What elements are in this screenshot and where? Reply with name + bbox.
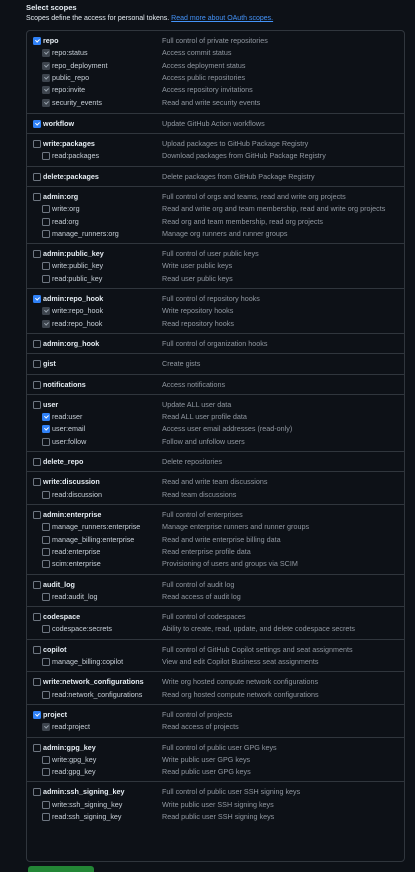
checkbox-read-discussion[interactable] — [42, 491, 50, 499]
scope-name[interactable]: admin:ssh_signing_key — [43, 787, 125, 797]
checkbox-user[interactable] — [33, 401, 41, 409]
subscope-row-security-events — [27, 97, 404, 109]
checkbox-manage-billing-enterprise[interactable] — [42, 536, 50, 544]
checkbox-admin-public-key[interactable] — [33, 250, 41, 258]
scope-description: Create gists — [162, 359, 201, 369]
scope-group-admin-org-hook — [27, 333, 404, 354]
scope-row-admin-org-hook — [27, 338, 404, 350]
scope-description: Read access of projects — [162, 722, 239, 732]
scope-group-admin-org — [27, 186, 404, 244]
scope-name[interactable]: read:project — [52, 722, 90, 732]
scope-name[interactable]: repo_deployment — [52, 60, 108, 70]
scope-name[interactable]: audit_log — [43, 579, 75, 589]
subscope-row-manage-runners-org — [27, 228, 404, 240]
scope-name[interactable]: read:repo_hook — [52, 318, 103, 328]
scope-description: Full control of enterprises — [162, 510, 243, 519]
scope-row-repo — [27, 35, 404, 47]
checkbox-admin-org-hook[interactable] — [33, 340, 41, 348]
scope-name[interactable]: write:public_key — [52, 261, 104, 271]
scopes-panel — [26, 30, 405, 862]
scope-name[interactable]: repo — [43, 36, 59, 45]
scope-description: Download packages from GitHub Package Registry — [162, 151, 326, 161]
subscope-row-read-ssh-signing-key — [27, 811, 404, 823]
checkbox-repo[interactable] — [33, 37, 41, 45]
scope-description: Access commit status — [162, 48, 232, 58]
scope-row-notifications — [27, 379, 404, 391]
checkbox-gist[interactable] — [33, 360, 41, 368]
scope-name[interactable]: read:ssh_signing_key — [52, 811, 122, 821]
checkbox-read-ssh-signing-key[interactable] — [42, 813, 50, 821]
subscope-row-write-ssh-signing-key — [27, 799, 404, 811]
scope-group-user — [27, 394, 404, 452]
scope-description: Full control of repository hooks — [162, 294, 260, 304]
subscope-row-write-public-key — [27, 260, 404, 272]
scope-row-admin-repo-hook — [27, 293, 404, 305]
scope-description: Read public user SSH signing keys — [162, 811, 275, 821]
scope-row-admin-enterprise — [27, 509, 404, 521]
scope-description: Full control of GitHub Copilot settings and seat assignments — [162, 644, 353, 654]
checkbox-read-user[interactable] — [42, 413, 50, 421]
checkbox-write-gpg-key[interactable] — [42, 756, 50, 764]
scope-group-write-packages — [27, 133, 404, 167]
scope-description: Full control of audit log — [162, 579, 235, 589]
scope-row-admin-public-key — [27, 248, 404, 260]
checkbox-write-org[interactable] — [42, 205, 50, 213]
scope-description: Update ALL user data — [162, 399, 232, 409]
scope-description: Read and write enterprise billing data — [162, 534, 281, 544]
checkbox-security-events[interactable] — [42, 99, 50, 107]
scope-name[interactable]: read:network_configurations — [52, 689, 143, 699]
checkbox-read-org[interactable] — [42, 218, 50, 226]
scope-description: Read public user GPG keys — [162, 767, 251, 777]
scope-description: Write org hosted compute network configurations — [162, 677, 319, 687]
subscope-row-manage-runners-enterprise — [27, 521, 404, 533]
subscope-row-read-project — [27, 721, 404, 733]
checkbox-read-audit-log[interactable] — [42, 593, 50, 601]
checkbox-read-gpg-key[interactable] — [42, 768, 50, 776]
scope-row-codespace — [27, 611, 404, 623]
checkbox-read-network-configurations[interactable] — [42, 691, 50, 699]
scope-name[interactable]: admin:repo_hook — [43, 294, 104, 304]
scope-name[interactable]: read:public_key — [52, 273, 103, 283]
scope-description: View and edit Copilot Business seat assignments — [162, 656, 319, 666]
scope-name[interactable]: manage_runners:org — [52, 228, 119, 238]
scope-description: Read enterprise profile data — [162, 546, 251, 556]
scope-group-delete-packages — [27, 166, 404, 187]
scope-group-workflow — [27, 113, 404, 134]
scope-description: Access repository invitations — [162, 85, 253, 95]
checkbox-user-follow[interactable] — [42, 438, 50, 446]
scope-name[interactable]: admin:enterprise — [43, 510, 102, 519]
scope-description: Full control of organization hooks — [162, 339, 268, 348]
scope-name[interactable]: notifications — [43, 379, 86, 389]
scope-name[interactable]: write:gpg_key — [52, 754, 97, 764]
checkbox-read-repo-hook[interactable] — [42, 320, 50, 328]
scope-name[interactable]: codespace:secrets — [52, 624, 112, 634]
scope-row-user — [27, 399, 404, 411]
checkbox-read-public-key[interactable] — [42, 275, 50, 283]
scope-name[interactable]: scim:enterprise — [52, 559, 101, 569]
scope-group-codespace — [27, 606, 404, 640]
scope-row-project — [27, 709, 404, 721]
scope-row-write-packages — [27, 138, 404, 150]
checkbox-manage-runners-org[interactable] — [42, 230, 50, 238]
checkbox-read-enterprise[interactable] — [42, 548, 50, 556]
checkbox-codespace-secrets[interactable] — [42, 625, 50, 633]
scope-description: Write user public keys — [162, 261, 233, 271]
scope-description: Access deployment status — [162, 60, 246, 70]
scope-row-admin-gpg-key — [27, 742, 404, 754]
scope-description: Write public user GPG keys — [162, 754, 251, 764]
subscope-row-codespace-secrets — [27, 623, 404, 635]
scope-group-gist — [27, 353, 404, 374]
checkbox-user-email[interactable] — [42, 425, 50, 433]
scopes-description — [26, 15, 273, 22]
checkbox-read-project[interactable] — [42, 723, 50, 731]
scope-name[interactable]: write:packages — [43, 139, 95, 149]
scope-description: Manage enterprise runners and runner groups — [162, 522, 310, 532]
scope-row-workflow — [27, 118, 404, 130]
scope-name[interactable]: gist — [43, 359, 56, 369]
scope-description: Provisioning of users and groups via SCIM — [162, 559, 298, 569]
scope-description: Read and write team discussions — [162, 477, 268, 487]
checkbox-manage-billing-copilot[interactable] — [42, 658, 50, 666]
scope-name[interactable]: security_events — [52, 97, 102, 107]
scope-description: Ability to create, read, update, and delete codespace secrets — [162, 624, 355, 634]
scope-group-admin-public-key — [27, 243, 404, 289]
checkbox-copilot[interactable] — [33, 646, 41, 654]
subscope-row-read-enterprise — [27, 546, 404, 558]
scope-name[interactable]: codespace — [43, 612, 81, 622]
scope-description: Access notifications — [162, 379, 226, 389]
checkbox-repo-status[interactable] — [42, 49, 50, 57]
scope-description: Write repository hooks — [162, 306, 234, 316]
scope-name[interactable]: manage_billing:enterprise — [52, 534, 135, 544]
checkbox-notifications[interactable] — [33, 381, 41, 389]
scope-row-admin-ssh-signing-key — [27, 786, 404, 798]
subscope-row-read-gpg-key — [27, 766, 404, 778]
scope-description: Read ALL user profile data — [162, 412, 247, 422]
scope-description: Full control of public user SSH signing keys — [162, 787, 301, 797]
subscope-row-scim-enterprise — [27, 558, 404, 570]
subscope-row-read-network-configurations — [27, 689, 404, 701]
scope-group-admin-ssh-signing-key — [27, 781, 404, 827]
scope-name[interactable]: project — [43, 709, 67, 719]
scope-name[interactable]: write:ssh_signing_key — [52, 799, 123, 809]
checkbox-workflow[interactable] — [33, 120, 41, 128]
scope-row-write-network-configurations — [27, 676, 404, 688]
checkbox-admin-org[interactable] — [33, 193, 41, 201]
scope-description: Delete packages from GitHub Package Registry — [162, 171, 315, 181]
scope-name[interactable]: read:packages — [52, 151, 100, 161]
scope-name[interactable]: delete:packages — [43, 171, 99, 181]
scope-description: Read access of audit log — [162, 591, 241, 601]
scope-name[interactable]: user — [43, 399, 59, 409]
subscope-row-read-discussion — [27, 489, 404, 501]
scope-group-notifications — [27, 374, 404, 395]
checkbox-repo-invite[interactable] — [42, 86, 50, 94]
scope-group-copilot — [27, 639, 404, 673]
subscope-row-manage-billing-enterprise — [27, 534, 404, 546]
scope-description: Full control of public user GPG keys — [162, 742, 277, 752]
checkbox-delete-packages[interactable] — [33, 173, 41, 181]
scope-name[interactable]: admin:gpg_key — [43, 742, 96, 752]
checkbox-admin-gpg-key[interactable] — [33, 744, 41, 752]
checkbox-write-packages[interactable] — [33, 140, 41, 148]
scope-name[interactable]: delete_repo — [43, 457, 84, 467]
scope-name[interactable]: copilot — [43, 644, 67, 654]
subscope-row-read-user — [27, 411, 404, 423]
scope-name[interactable]: admin:org — [43, 192, 79, 201]
scope-name[interactable]: write:discussion — [43, 477, 100, 487]
checkbox-scim-enterprise[interactable] — [42, 560, 50, 568]
scope-row-copilot — [27, 644, 404, 656]
oauth-scopes-link[interactable]: Read more about OAuth scopes. — [171, 15, 274, 22]
scope-name[interactable]: repo:status — [52, 48, 88, 58]
scope-row-write-discussion — [27, 476, 404, 488]
scope-name[interactable]: admin:public_key — [43, 249, 104, 259]
checkbox-project[interactable] — [33, 711, 41, 719]
scope-description: Follow and unfollow users — [162, 436, 245, 446]
checkbox-read-packages[interactable] — [42, 152, 50, 160]
scope-name[interactable]: read:gpg_key — [52, 767, 96, 777]
checkbox-write-public-key[interactable] — [42, 262, 50, 270]
scope-group-delete-repo — [27, 451, 404, 472]
scope-name[interactable]: workflow — [43, 118, 75, 128]
scope-name[interactable]: read:user — [52, 412, 83, 422]
scope-name[interactable]: manage_billing:copilot — [52, 656, 124, 666]
subscope-row-repo-deployment — [27, 60, 404, 72]
checkbox-write-discussion[interactable] — [33, 478, 41, 486]
scope-name[interactable]: public_repo — [52, 72, 90, 82]
checkbox-manage-runners-enterprise[interactable] — [42, 523, 50, 531]
scope-name[interactable]: repo:invite — [52, 85, 86, 95]
scope-group-write-network-configurations — [27, 671, 404, 705]
scope-description: Access public repositories — [162, 72, 246, 82]
description-text: Scopes define the access for personal tokens. — [26, 15, 170, 22]
scope-row-delete-repo — [27, 456, 404, 468]
scope-description: Read repository hooks — [162, 318, 234, 328]
scope-description: Read user public keys — [162, 273, 233, 283]
scope-description: Update GitHub Action workflows — [162, 118, 265, 128]
checkbox-public-repo[interactable] — [42, 74, 50, 82]
scope-name[interactable]: read:enterprise — [52, 546, 101, 556]
scope-description: Manage org runners and runner groups — [162, 228, 288, 238]
subscope-row-read-org — [27, 216, 404, 228]
checkbox-delete-repo[interactable] — [33, 458, 41, 466]
subscope-row-write-org — [27, 203, 404, 215]
subscope-row-user-follow — [27, 436, 404, 448]
checkbox-write-network-configurations[interactable] — [33, 678, 41, 686]
scope-description: Full control of projects — [162, 709, 233, 719]
checkbox-write-ssh-signing-key[interactable] — [42, 801, 50, 809]
scope-description: Full control of codespaces — [162, 612, 246, 622]
subscope-row-repo-status — [27, 47, 404, 59]
subscope-row-manage-billing-copilot — [27, 656, 404, 668]
scope-description: Write public user SSH signing keys — [162, 799, 274, 809]
scope-description: Read and write security events — [162, 97, 261, 107]
checkbox-admin-enterprise[interactable] — [33, 511, 41, 519]
scope-description: Read and write org and team membership, read and write org projects — [162, 204, 386, 214]
scope-name[interactable]: write:org — [52, 204, 80, 214]
scope-group-repo — [27, 31, 404, 113]
scope-name[interactable]: user:follow — [52, 436, 87, 446]
subscope-row-read-packages — [27, 150, 404, 162]
scope-name[interactable]: manage_runners:enterprise — [52, 522, 141, 532]
scope-name[interactable]: admin:org_hook — [43, 339, 100, 348]
checkbox-write-repo-hook[interactable] — [42, 307, 50, 315]
scope-description: Upload packages to GitHub Package Registry — [162, 139, 309, 149]
scope-name[interactable]: read:discussion — [52, 489, 102, 499]
checkbox-repo-deployment[interactable] — [42, 62, 50, 70]
scope-description: Read org and team membership, read org projects — [162, 216, 324, 226]
scope-group-admin-repo-hook — [27, 288, 404, 334]
subscope-row-public-repo — [27, 72, 404, 84]
scope-row-delete-packages — [27, 171, 404, 183]
checkbox-admin-repo-hook[interactable] — [33, 295, 41, 303]
scope-description: Read org hosted compute network configurations — [162, 689, 319, 699]
subscope-row-write-repo-hook — [27, 305, 404, 317]
scope-name[interactable]: user:email — [52, 424, 86, 434]
subscope-row-write-gpg-key — [27, 754, 404, 766]
generate-token-button[interactable] — [28, 866, 94, 872]
page-title: Select scopes — [26, 3, 77, 12]
checkbox-admin-ssh-signing-key[interactable] — [33, 788, 41, 796]
scope-group-project — [27, 704, 404, 738]
subscope-row-repo-invite — [27, 84, 404, 96]
scope-group-admin-gpg-key — [27, 737, 404, 783]
scope-row-gist — [27, 358, 404, 370]
scope-row-audit-log — [27, 579, 404, 591]
scope-name[interactable]: write:network_configurations — [43, 677, 144, 687]
scope-name[interactable]: read:audit_log — [52, 591, 98, 601]
scope-row-admin-org — [27, 191, 404, 203]
scope-group-admin-enterprise — [27, 504, 404, 575]
scope-name[interactable]: write:repo_hook — [52, 306, 104, 316]
subscope-row-read-repo-hook — [27, 318, 404, 330]
scope-group-write-discussion — [27, 471, 404, 505]
checkbox-codespace[interactable] — [33, 613, 41, 621]
scope-description: Full control of orgs and teams, read and write org projects — [162, 192, 346, 201]
scope-name[interactable]: read:org — [52, 216, 79, 226]
scope-description: Access user email addresses (read-only) — [162, 424, 293, 434]
scope-description: Full control of user public keys — [162, 249, 259, 259]
scope-description: Read team discussions — [162, 489, 237, 499]
subscope-row-read-public-key — [27, 273, 404, 285]
scope-description: Delete repositories — [162, 457, 222, 467]
subscope-row-read-audit-log — [27, 591, 404, 603]
scope-group-audit-log — [27, 574, 404, 608]
subscope-row-user-email — [27, 423, 404, 435]
checkbox-audit-log[interactable] — [33, 581, 41, 589]
scope-description: Full control of private repositories — [162, 36, 268, 45]
